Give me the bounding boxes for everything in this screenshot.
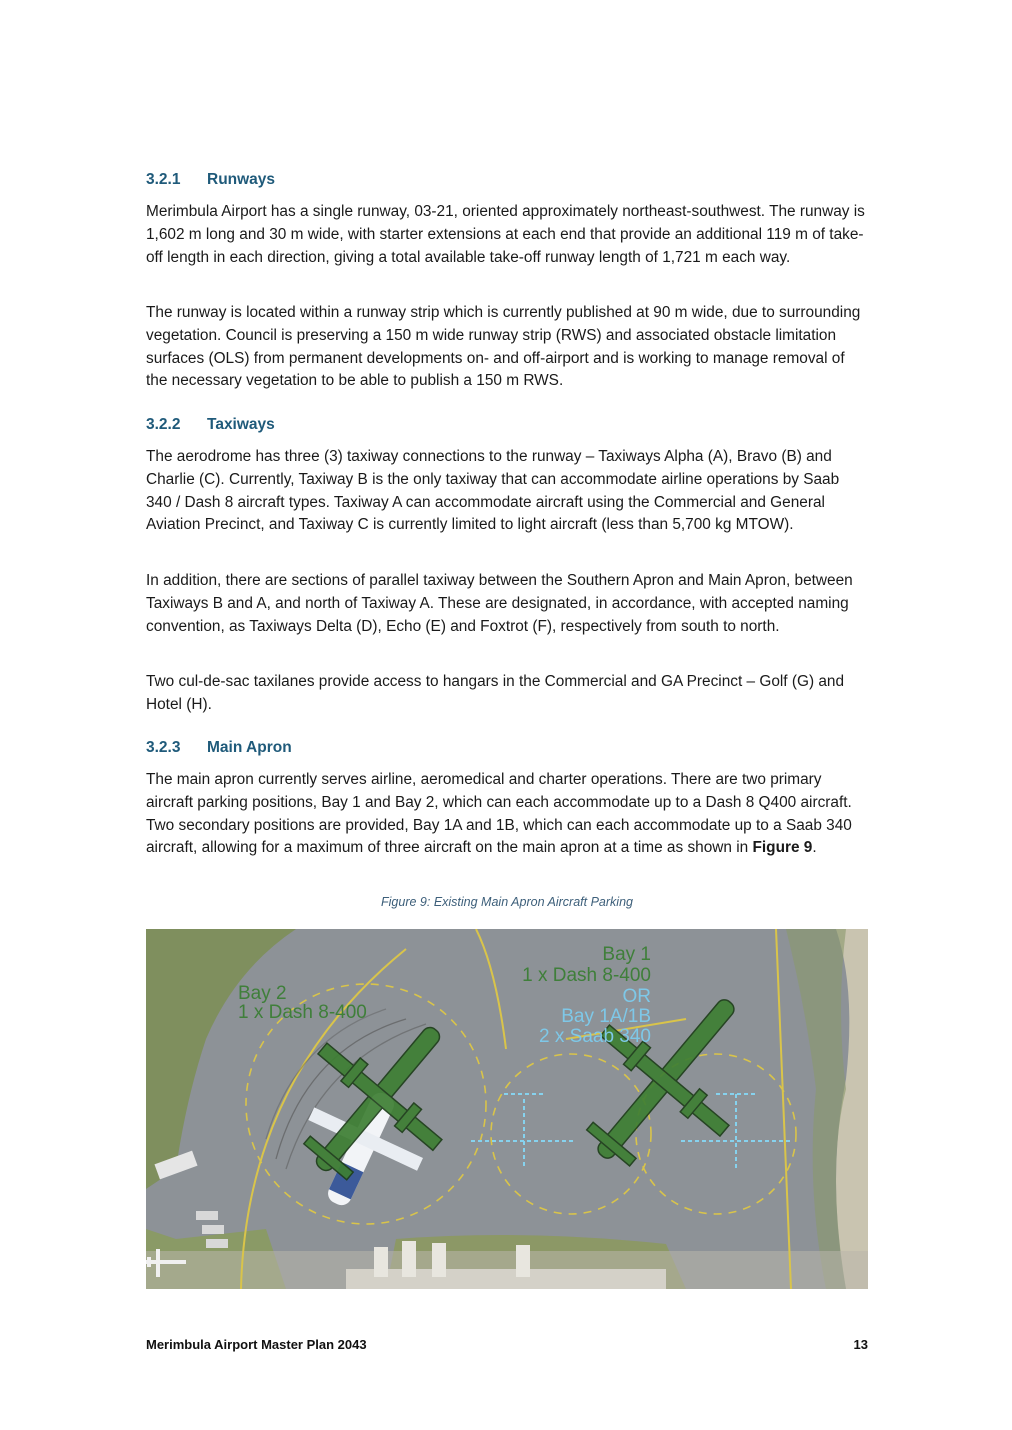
heading-title: Runways	[207, 171, 276, 188]
document-page	[146, 0, 868, 1430]
figure-reference: Figure 9	[752, 839, 813, 857]
aerial-image	[146, 929, 868, 1289]
label-bay1a-sub: 2 x Saab 340	[539, 1026, 651, 1047]
label-bay2-sub: 1 x Dash 8-400	[238, 1002, 367, 1023]
heading-number: 3.2.3	[146, 739, 181, 756]
paragraph-end: .	[812, 839, 817, 857]
label-bay2-title: Bay 2	[238, 983, 287, 1004]
paragraph: Merimbula Airport has a single runway, 03-21, oriented approximately northeast-southwest. The runway is 1,602 m long and 30 m wide, with starter extensions at each end that provide an additional 119 m of take-off length in each direction, giving a total available take-off runway length of 1,721 m each way.	[146, 203, 865, 266]
label-or: OR	[622, 986, 651, 1007]
heading-runways	[146, 171, 275, 189]
paragraph: The runway is located within a runway strip which is currently published at 90 m wide, due to surrounding vegetation. Council is preserving a 150 m wide runway strip (RWS) and associated obstacle limitation surfaces (OLS) from permanent developments on- and off-airport and is working to manage removal of the necessary vegetation to be able to publish a 150 m RWS.	[146, 304, 861, 390]
apron-aerial-figure	[146, 929, 868, 1289]
heading-title: Main Apron	[207, 739, 292, 756]
page-number: 13	[853, 1337, 868, 1352]
paragraph: The aerodrome has three (3) taxiway connections to the runway – Taxiways Alpha (A), Bravo (B) and Charlie (C). Currently, Taxiway B is the only taxiway that can accommodate airline operations by Saab 340 / Dash 8 aircraft types. Taxiway A can accommodate aircraft using the Commercial and General Aviation Precinct, and Taxiway C is currently limited to light aircraft (less than 5,700 kg MTOW).	[146, 448, 840, 534]
label-bay1-sub: 1 x Dash 8-400	[522, 965, 651, 986]
heading-title: Taxiways	[207, 416, 275, 433]
paragraph: In addition, there are sections of parallel taxiway between the Southern Apron and Main Apron, between Taxiways B and A, and north of Taxiway A. These are designated, in accordance, with accepted naming convention, as Taxiways Delta (D), Echo (E) and Foxtrot (F), respectively from south to north.	[146, 572, 853, 635]
label-bay1-title: Bay 1	[602, 944, 651, 965]
heading-taxiways	[146, 416, 275, 434]
paragraph-text: The main apron currently serves airline, aeromedical and charter operations. There are two primary aircraft parking positions, Bay 1 and Bay 2, which can each accommodate up to a Dash 8 Q400 aircraft. Two secondary positions are provided, Bay 1A and 1B, which can each accommodate up to a Saab 340 aircraft, allowing for a maximum of three aircraft on the main apron at a time as shown in	[146, 771, 852, 857]
heading-number: 3.2.1	[146, 171, 181, 188]
paragraph: Two cul-de-sac taxilanes provide access to hangars in the Commercial and GA Precinct – Golf (G) and Hotel (H).	[146, 673, 845, 713]
figure-caption: Figure 9: Existing Main Apron Aircraft Parking	[381, 895, 633, 909]
heading-main-apron	[146, 739, 292, 757]
paragraph	[146, 769, 868, 860]
footer-title: Merimbula Airport Master Plan 2043	[146, 1337, 367, 1352]
heading-number: 3.2.2	[146, 416, 181, 433]
label-bay1a-title: Bay 1A/1B	[561, 1006, 651, 1027]
